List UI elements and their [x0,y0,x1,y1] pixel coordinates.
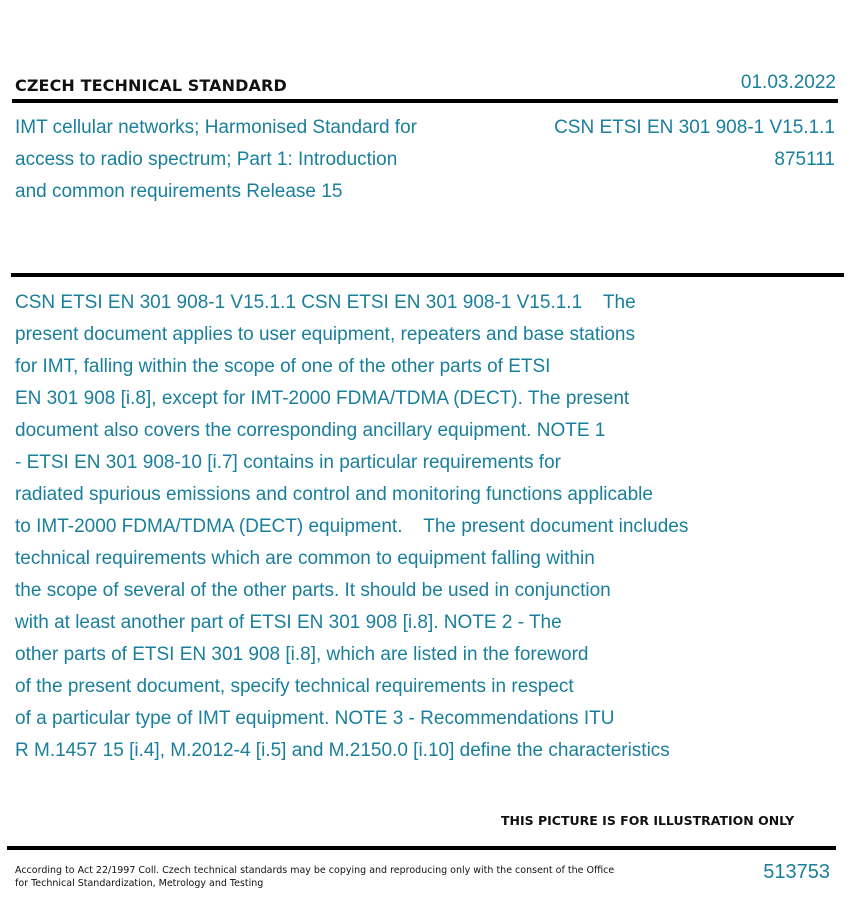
scope-line: for IMT, falling within the scope of one of the other parts of ETSI [15,356,551,377]
standard-designation: CSN ETSI EN 301 908-1 V15.1.1 [554,117,835,138]
scope-line: CSN ETSI EN 301 908-1 V15.1.1 CSN ETSI EN 301 908-1 V15.1.1 The [15,292,636,313]
copyright-notice [15,864,615,890]
scope-line: document also covers the corresponding ancillary equipment. NOTE 1 [15,420,606,441]
scope-text [15,287,850,767]
scope-line: technical requirements which are common to equipment falling within [15,548,595,569]
illustration-disclaimer: THIS PICTURE IS FOR ILLUSTRATION ONLY [501,813,795,828]
scope-line: EN 301 908 [i.8], except for IMT-2000 FDMA/TDMA (DECT). The present [15,388,630,409]
copyright-line: for Technical Standardization, Metrology and Testing [15,878,264,889]
document-number: 513753 [763,861,830,883]
scope-line: R M.1457 15 [i.4], M.2012-4 [i.5] and M.2150.0 [i.10] define the characteristics [15,740,670,761]
middle-divider [11,273,844,277]
document-type-label: CZECH TECHNICAL STANDARD [15,76,287,95]
standard-code-block [554,112,835,176]
scope-line: other parts of ETSI EN 301 908 [i.8], which are listed in the foreword [15,644,589,665]
title-line: and common requirements Release 15 [15,181,343,202]
title-line: IMT cellular networks; Harmonised Standard for [15,117,417,138]
scope-line: radiated spurious emissions and control and monitoring functions applicable [15,484,653,505]
scope-line: to IMT-2000 FDMA/TDMA (DECT) equipment. The present document includes [15,516,689,537]
publication-date: 01.03.2022 [740,72,836,93]
copyright-line: According to Act 22/1997 Coll. Czech technical standards may be copying and reproducing only with the consent of the Office [15,865,615,876]
bottom-divider [7,846,836,850]
scope-line: present document applies to user equipment, repeaters and base stations [15,324,635,345]
standard-title [15,112,485,208]
title-line: access to radio spectrum; Part 1: Introduction [15,149,398,170]
top-divider [12,99,838,103]
scope-line: - ETSI EN 301 908-10 [i.7] contains in particular requirements for [15,452,561,473]
scope-line: the scope of several of the other parts. It should be used in conjunction [15,580,611,601]
scope-line: of the present document, specify technical requirements in respect [15,676,574,697]
scope-line: of a particular type of IMT equipment. NOTE 3 - Recommendations ITU [15,708,615,729]
scope-line: with at least another part of ETSI EN 301 908 [i.8]. NOTE 2 - The [15,612,562,633]
classification-number: 875111 [774,149,835,170]
